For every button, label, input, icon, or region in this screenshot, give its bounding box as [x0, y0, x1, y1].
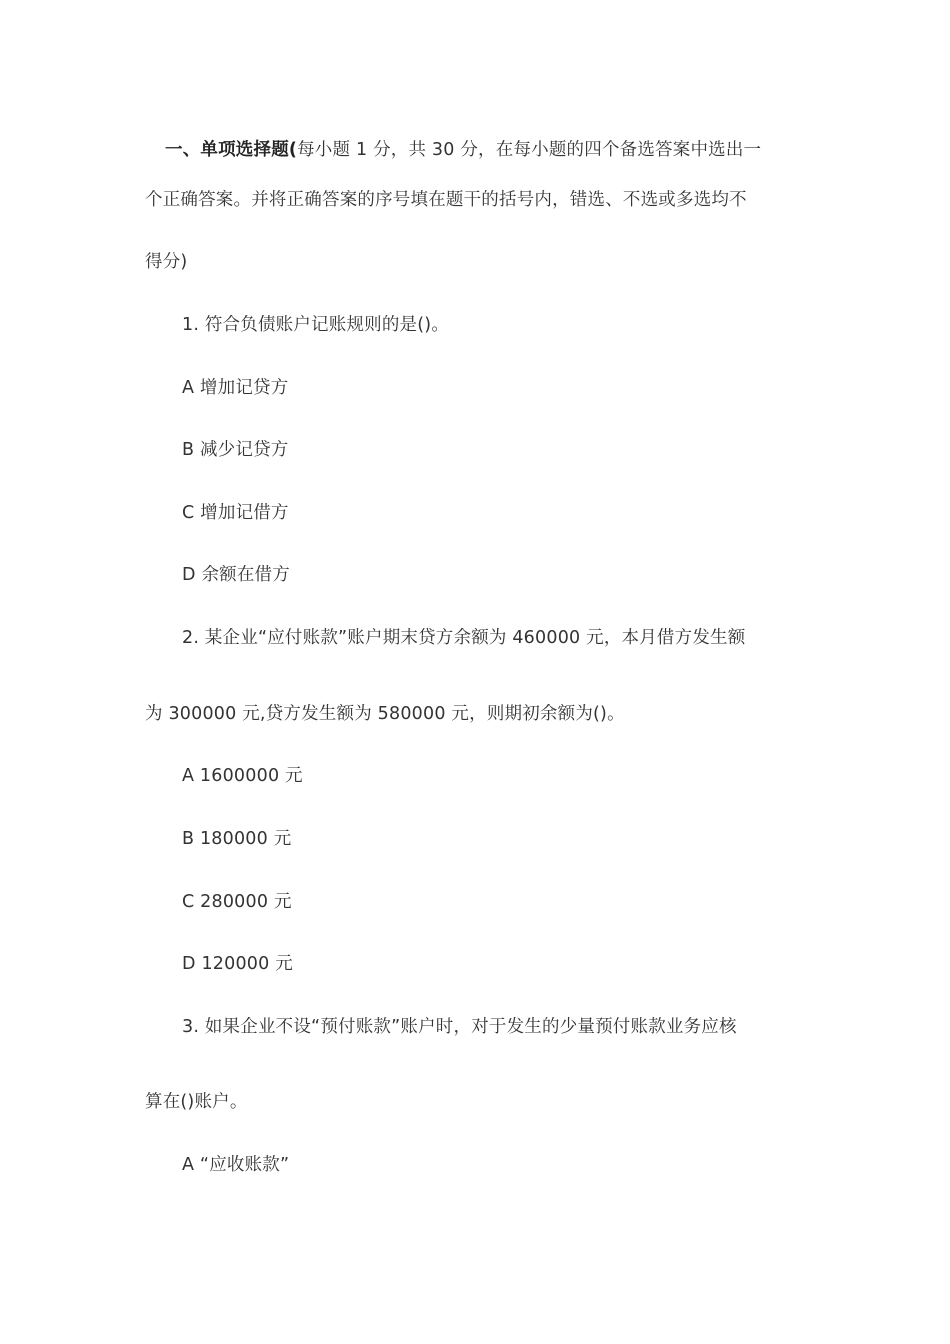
question-2-stem-line-1: 2. 某企业“应付账款”账户期末贷方余额为 460000 元，本月借方发生额 — [182, 628, 746, 648]
section-instructions: 每小题 1 分，共 30 分，在每小题的四个备选答案中选出一 — [297, 140, 762, 160]
question-1-stem: 1. 符合负债账户记账规则的是()。 — [182, 315, 450, 335]
section-heading — [165, 138, 825, 162]
section-title: 一、单项选择题( — [165, 140, 298, 160]
question-1-option-c: C 增加记借方 — [182, 503, 289, 523]
question-2-stem-line-2: 为 300000 元,贷方发生额为 580000 元，则期初余额为()。 — [145, 704, 625, 724]
question-2-option-b: B 180000 元 — [182, 829, 292, 849]
question-1-option-b: B 减少记贷方 — [182, 440, 289, 460]
question-2-option-c: C 280000 元 — [182, 892, 292, 912]
section-instructions-line-3: 得分) — [145, 252, 188, 272]
question-2-option-d: D 120000 元 — [182, 954, 293, 974]
question-3-stem-line-1: 3. 如果企业不设“预付账款”账户时，对于发生的少量预付账款业务应核 — [182, 1017, 737, 1037]
question-3-option-a: A “应收账款” — [182, 1155, 290, 1175]
question-2-option-a: A 1600000 元 — [182, 766, 303, 786]
question-1-option-d: D 余额在借方 — [182, 565, 290, 585]
question-1-option-a: A 增加记贷方 — [182, 378, 289, 398]
section-instructions-line-2: 个正确答案。并将正确答案的序号填在题干的括号内，错选、不选或多选均不 — [145, 190, 747, 210]
question-3-stem-line-2: 算在()账户。 — [145, 1092, 248, 1112]
